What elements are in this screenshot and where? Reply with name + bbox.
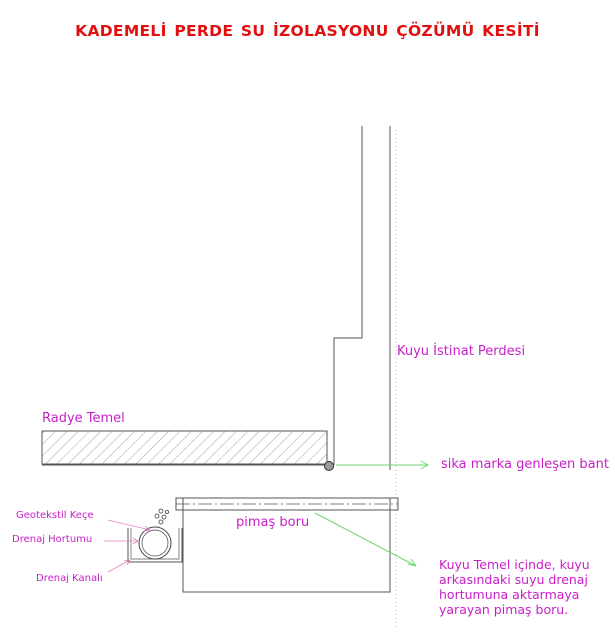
raft-label: Radye Temel [42,411,125,426]
retaining-wall [334,126,362,465]
well-foundation [183,498,390,592]
drain-channel-leader [108,560,130,572]
drain-channel-label: Drenaj Kanalı [36,573,103,584]
pipe-note: Kuyu Temel içinde, kuyu arkasındaki suyu drenaj hortumuna aktarmaya yarayan pimaş boru. [439,557,590,617]
drain-channel [128,528,182,562]
gravel-dots [155,509,169,524]
geotextile-label: Geotekstil Keçe [16,510,94,521]
drain-hose-inner [142,530,168,556]
diagram-title: KADEMELİ PERDE SU İZOLASYONU ÇÖZÜMÜ KESİTİ [75,22,540,40]
pipe-leader [315,513,416,566]
wall-label: Kuyu İstinat Perdesi [397,344,526,359]
drain-channel-inner [131,528,179,559]
raft-foundation [42,431,327,464]
waterstop-band [325,462,334,471]
waterstop-label: sika marka genleşen bant [441,457,609,472]
geotextile-leader [108,520,150,530]
drain-hose-label: Drenaj Hortumu [12,534,93,545]
drain-hose-outer [139,527,171,559]
pipe-label: pimaş boru [236,515,310,530]
